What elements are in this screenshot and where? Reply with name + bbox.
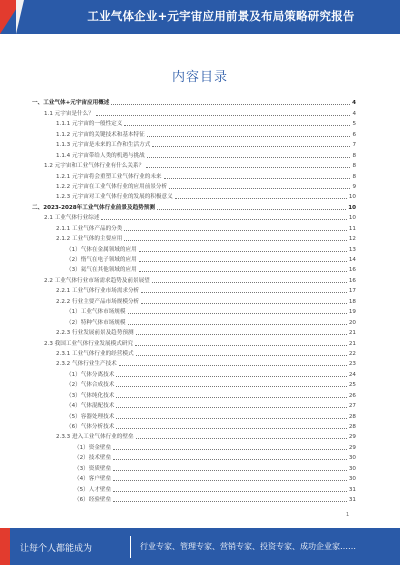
toc-entry-label: 2.2.3 行业发展前景及趋势预测 [56,330,134,337]
toc-entry-label: 2.1.2 工业气体的主要应用 [56,236,123,243]
toc-leader-dots [113,501,347,502]
toc-leader-dots [101,219,346,220]
toc-entry[interactable] [30,273,356,283]
toc-entry-page: 27 [348,403,356,410]
toc-entry-page: 29 [348,434,356,441]
toc-entry[interactable] [30,409,356,419]
toc-entry-page: 24 [348,371,356,378]
toc-leader-dots [119,365,347,366]
toc-entry-label: 2.2 工业气体行业市场需求趋势及前景展望 [44,277,150,284]
toc-leader-dots [169,188,350,189]
toc-leader-dots [157,209,346,210]
toc-entry-label: （6）经验壁垒 [74,497,112,504]
toc-entry[interactable] [30,263,356,273]
toc-entry-label: （1）气体分离技术 [66,371,115,378]
toc-entry[interactable] [30,159,356,169]
toc-entry-page: 17 [348,288,356,295]
toc-entry-label: 2.3.3 进入工业气体行业的壁垒 [56,434,134,441]
toc-entry[interactable] [30,367,356,377]
toc-entry-page: 30 [348,465,356,472]
toc-entry-label: 1.2.3 元宇宙对工业气体行业的发展的积极意义 [56,194,173,201]
toc-leader-dots [124,230,347,231]
toc-leader-dots [136,334,347,335]
toc-entry-page: 21 [348,330,356,337]
toc-entry-label: 2.3 我国工业气体行业发展模式研究 [44,340,133,347]
toc-leader-dots [116,386,347,387]
footer-divider [130,536,131,558]
toc-entry[interactable] [30,378,356,388]
toc-entry-label: （4）客户壁垒 [74,476,112,483]
toc-entry[interactable] [30,472,356,482]
toc-entry[interactable] [30,399,356,409]
toc-leader-dots [152,282,347,283]
toc-entry[interactable] [30,420,356,430]
toc-entry-label: 1.2 元宇宙和工业气体行业有什么关系？ [44,163,145,170]
toc-entry-label: 1.2.2 元宇宙在工业气体行业的应用前景分析 [56,183,168,190]
table-of-contents [30,96,356,503]
toc-entry-page: 31 [348,486,356,493]
toc-entry-page: 8 [352,152,356,159]
toc-leader-dots [113,470,347,471]
toc-entry-page: 12 [348,236,356,243]
toc-leader-dots [147,157,351,158]
footer-red-accent [0,528,10,565]
toc-entry[interactable] [30,117,356,127]
toc-entry[interactable] [30,493,356,503]
toc-entry[interactable] [30,211,356,221]
toc-entry-label: 2.3.2 气体行业生产技术 [56,361,117,368]
toc-entry[interactable] [30,180,356,190]
toc-entry-label: （3）资质壁垒 [74,465,112,472]
toc-leader-dots [111,104,350,105]
toc-entry-page: 16 [348,267,356,274]
toc-leader-dots [139,251,347,252]
toc-entry-label: （1）气体在金属领域的应用 [66,246,137,253]
toc-entry[interactable] [30,200,356,210]
toc-entry-label: （2）气体合成技术 [66,382,115,389]
toc-heading: 内容目录 [171,70,228,85]
toc-entry-label: （4）气体混配技术 [66,403,115,410]
toc-entry-page: 8 [352,163,356,170]
toc-entry[interactable] [30,482,356,492]
toc-leader-dots [141,303,347,304]
toc-entry-page: 31 [348,497,356,504]
toc-entry-page: 16 [348,277,356,284]
toc-leader-dots [135,345,347,346]
toc-entry-label: （2）技术壁垒 [74,455,112,462]
toc-leader-dots [139,261,347,262]
header-white-stripe [16,0,24,34]
footer-bar [0,528,400,565]
toc-entry[interactable] [30,357,356,367]
toc-entry-page: 30 [348,476,356,483]
toc-entry[interactable] [30,305,356,315]
toc-entry-page: 9 [352,183,356,190]
toc-entry[interactable] [30,138,356,148]
toc-entry-label: 1.1.4 元宇宙带给人类的机遇与挑战 [56,152,145,159]
toc-entry-page: 28 [348,424,356,430]
toc-leader-dots [113,480,347,481]
toc-entry[interactable] [30,169,356,179]
toc-entry-label: 1.1.3 元宇宙是未来的工作和生活方式 [56,142,151,149]
toc-entry-page: 7 [352,142,356,149]
toc-entry-label: （5）人才壁垒 [74,486,112,493]
toc-entry-page: 22 [348,350,356,357]
toc-entry-page: 10 [348,204,356,211]
toc-entry-page: 5 [352,121,356,128]
toc-entry[interactable] [30,430,356,440]
toc-entry[interactable] [30,221,356,231]
report-title: 工业气体企业+元宇宙应用前景及布局策略研究报告 [87,9,355,23]
toc-leader-dots [146,167,350,168]
toc-leader-dots [116,397,347,398]
toc-entry-page: 21 [348,340,356,347]
toc-entry-page: 19 [348,309,356,316]
toc-entry[interactable] [30,106,356,116]
toc-entry-page: 10 [348,215,356,222]
toc-entry-label: （1）资金壁垒 [74,444,112,451]
toc-leader-dots [175,198,347,199]
toc-entry[interactable] [30,315,356,325]
toc-leader-dots [147,136,351,137]
toc-entry-page: 29 [348,444,356,451]
toc-leader-dots [139,271,347,272]
toc-entry-page: 11 [348,225,356,232]
toc-entry-page: 8 [352,173,356,180]
toc-entry-page: 14 [348,257,356,263]
toc-leader-dots [128,313,347,314]
toc-entry[interactable] [30,127,356,137]
toc-entry-label: （3）气体纯化技术 [66,392,115,399]
toc-leader-dots [136,438,347,439]
toc-entry-label: 1.1 元宇宙是什么？ [44,110,94,117]
toc-entry-label: 1.1.1 元宇宙的一般性定义 [56,121,123,128]
toc-entry[interactable] [30,284,356,294]
toc-leader-dots [113,459,347,460]
toc-leader-dots [96,115,351,116]
toc-entry-label: 1.1.2 元宇宙的关键技术和基本特征 [56,131,145,138]
toc-entry[interactable] [30,461,356,471]
toc-entry-label: 2.3.1 工业气体行业的经营模式 [56,350,134,357]
toc-leader-dots [128,324,347,325]
toc-entry[interactable] [30,336,356,346]
toc-entry[interactable] [30,190,356,200]
toc-entry-label: （2）特种气体市场规模 [66,319,126,326]
toc-entry-page: 25 [348,382,356,389]
toc-leader-dots [116,407,347,408]
toc-entry-label: （3）氦气在其他领域的应用 [66,267,137,274]
toc-leader-dots [141,292,347,293]
toc-leader-dots [124,125,350,126]
toc-leader-dots [116,376,347,377]
toc-entry-label: 2.1.1 工业气体产品的分类 [56,225,123,232]
toc-entry-label: （5）容器处理技术 [66,413,115,420]
toc-entry-page: 18 [348,298,356,305]
toc-leader-dots [113,491,347,492]
toc-entry-page: 26 [348,392,356,399]
toc-entry[interactable] [30,451,356,461]
toc-entry-page: 4 [352,110,356,117]
toc-entry-page: 28 [348,413,356,420]
toc-entry-label: （2）惰气在电子领域的应用 [66,257,137,263]
toc-entry-page: 4 [352,100,356,107]
toc-entry-label: 1.2.1 元宇宙将会重塑工业气体行业的未来 [56,173,162,180]
toc-entry[interactable] [30,326,356,336]
toc-entry[interactable] [30,96,356,106]
footer-slogan-right: 行业专家、管理专家、营销专家、投资专家、成功企业家…… [140,542,356,551]
toc-entry-label: （1）工业气体市场规模 [66,309,126,316]
header-bar [0,0,400,34]
toc-leader-dots [136,355,347,356]
toc-entry-label: 2.2.1 工业气体行业市场需求分析 [56,288,140,295]
page-number: 1 [346,512,350,518]
footer-slogan-left: 让每个人都能成为 [20,544,93,554]
toc-entry-page: 30 [348,455,356,462]
toc-entry-page: 6 [352,131,356,138]
toc-entry[interactable] [30,388,356,398]
toc-entry-page: 10 [348,194,356,201]
toc-leader-dots [124,240,347,241]
toc-entry-label: 2.2.2 行业主要产品市场规模分析 [56,298,140,305]
toc-entry-page: 13 [348,246,356,253]
toc-entry[interactable] [30,440,356,450]
toc-entry[interactable] [30,294,356,304]
toc-leader-dots [116,428,347,429]
toc-leader-dots [152,146,350,147]
toc-entry-label: （6）气体分析技术 [66,424,115,430]
toc-entry-page: 23 [348,361,356,368]
toc-entry[interactable] [30,242,356,252]
toc-entry-label: 二、2023-2028年工业气体行业前景及趋势预测 [32,204,155,211]
toc-leader-dots [116,418,347,419]
toc-entry[interactable] [30,347,356,357]
toc-entry-label: 2.1 工业气体行业综述 [44,215,100,222]
toc-leader-dots [113,449,347,450]
toc-entry[interactable] [30,253,356,263]
toc-entry-label: 一、工业气体+元宇宙应用概述 [32,100,110,107]
toc-entry[interactable] [30,232,356,242]
toc-entry-page: 20 [348,319,356,326]
toc-entry[interactable] [30,148,356,158]
toc-leader-dots [164,178,351,179]
